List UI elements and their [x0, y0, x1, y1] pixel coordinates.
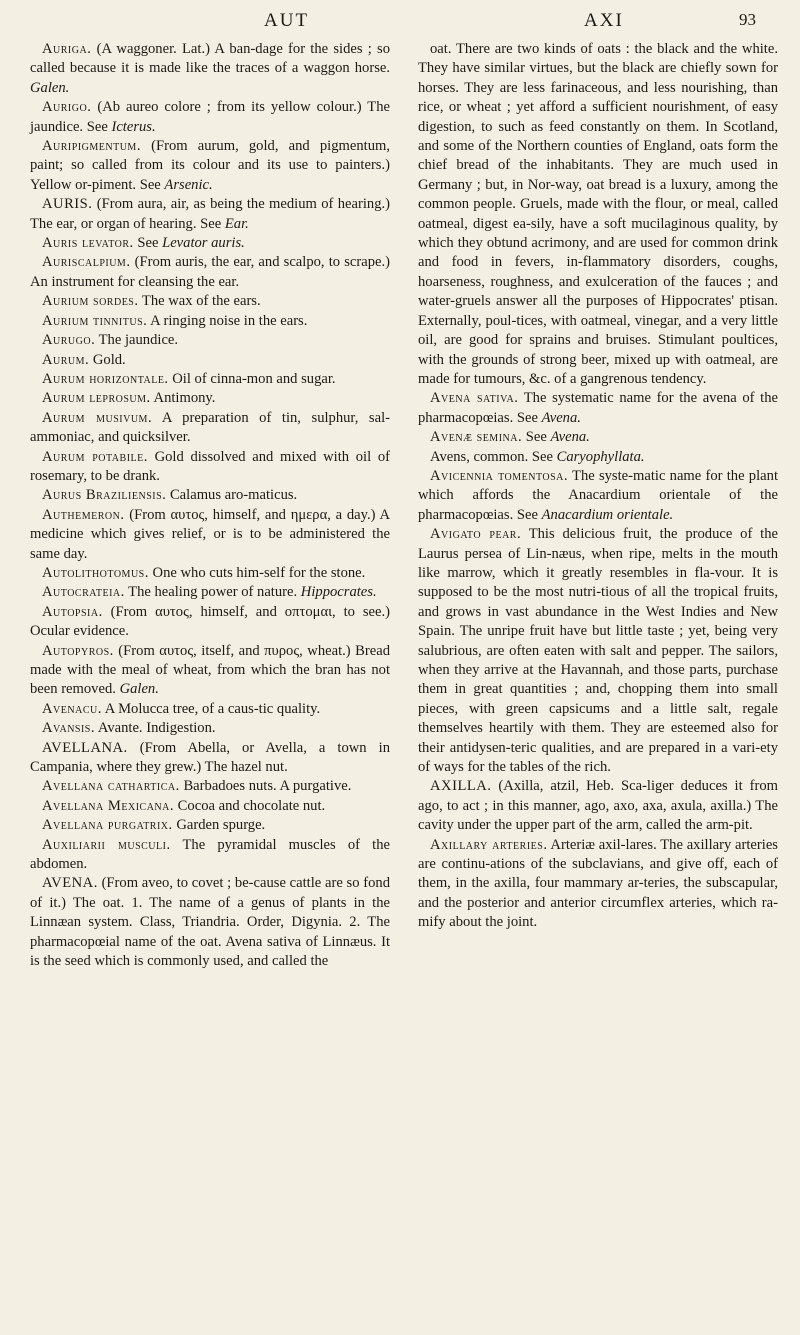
entry-headword: Aurum leprosum.	[42, 390, 151, 407]
entry-headword: AXILLA.	[430, 778, 492, 795]
entry-headword: Autopsia.	[42, 603, 103, 620]
entry-reference: Caryophyllata.	[556, 448, 645, 465]
entry-headword: Avellana Mexicana.	[42, 797, 175, 814]
entry-text: The healing power of nature.	[124, 584, 301, 601]
entry-text: (From αυτος, himself, and οπτομαι, to see.) Ocular evidence.	[30, 603, 390, 640]
entry-reference: Levator auris.	[162, 235, 245, 252]
entry-headword: Axillary arteries.	[430, 836, 548, 853]
entry-text: See	[133, 235, 163, 252]
entry-headword: Avellana cathartica.	[42, 778, 180, 795]
entry-text: Antimony.	[150, 390, 216, 407]
entry-text: (From aurum, gold, and pigmentum, paint; so called from its colour and its use to painters.) Yellow or-piment. See	[30, 138, 390, 193]
entry-text: (A waggoner. Lat.) A ban-dage for the sides ; so called because it is made like the traces of a waggon horse.	[30, 41, 390, 77]
entry-headword: AVENA.	[42, 875, 98, 892]
entry-text: A ringing noise in the ears.	[147, 312, 308, 329]
dictionary-entry	[30, 292, 390, 311]
entry-text: (Axilla, atzil, Heb. Sca-liger deduces it from ago, to act ; in this manner, ago, axo, axa, axula, axilla.) The cavity under the upper part of the arm, called the arm-pit.	[418, 778, 778, 834]
entry-headword: Aurum potabile.	[42, 448, 148, 465]
entry-text: (From αυτος, himself, and ημερα, a day.) A medicine which gives relief, or is to be administered the same day.	[30, 506, 390, 562]
entry-text: Avante. Indigestion.	[95, 720, 216, 737]
left-column	[30, 40, 390, 972]
dictionary-entry	[30, 486, 390, 505]
entry-text: This delicious fruit, the produce of the Laurus persea of Lin-næus, when ripe, melts in the mouth like marrow, which it greatly resembles in fla-vour. It is supposed to be the most nutri-tious of all the tropical fruits, and grows in vast abundance in the West Indies and New Spain. The unripe fruit have but little taste ; yet, being very salubrious, are often eaten with salt and pepper. The sailors, when they arrive at the Havannah, and those parts, purchase them in great quantities ; and, chopping them into small pieces, with green capsicums and a little salt, regale themselves heartily with them. They are esteemed also for their antidysen-teric qualities, and are prepared in a vari-ety of ways for the tables of the rich.	[418, 526, 779, 776]
entry-text: See	[522, 429, 551, 446]
entry-headword: AVELLANA.	[42, 739, 128, 756]
entry-headword: Autopyros.	[42, 642, 114, 659]
dictionary-entry	[30, 583, 390, 602]
entry-headword: Auris levator.	[42, 235, 134, 252]
entry-headword: Autolithotomus.	[42, 564, 149, 581]
dictionary-entry	[30, 98, 390, 137]
entry-headword: Autocrateia.	[42, 584, 125, 601]
dictionary-entry	[418, 40, 778, 389]
entry-headword: Avellana purgatrix.	[42, 817, 173, 834]
entry-text: Cocoa and chocolate nut.	[174, 797, 326, 814]
dictionary-entry	[30, 312, 390, 331]
entry-headword: Aurigo.	[42, 99, 92, 116]
page-number: 93	[739, 10, 756, 29]
entry-text: Garden spurge.	[172, 817, 266, 834]
entry-text: (From αυτος, itself, and πυρος, wheat.) Bread made with the meal of wheat, from which the bran has not been removed.	[30, 642, 390, 698]
dictionary-entry	[30, 195, 390, 234]
entry-headword: Aurium sordes.	[42, 293, 139, 310]
entry-text: (From aura, air, as being the medium of hearing.) The ear, or organ of hearing. See	[30, 196, 390, 232]
dictionary-entry	[418, 467, 778, 525]
entry-headword: Avigato pear.	[430, 526, 522, 543]
dictionary-entry	[30, 777, 390, 796]
entry-headword: Authemeron.	[42, 506, 125, 523]
entry-headword: Auriscalpium.	[42, 254, 131, 271]
entry-headword: Aurum horizontale.	[42, 370, 169, 387]
entry-text: Barbadoes nuts. A purgative.	[179, 778, 352, 795]
dictionary-entry	[30, 234, 390, 253]
entry-text: Oil of cinna-mon and sugar.	[168, 370, 336, 387]
dictionary-entry	[30, 836, 390, 875]
dictionary-entry	[30, 874, 390, 971]
entry-headword: Aurugo.	[42, 332, 96, 349]
entry-text: Calamus aro-maticus.	[166, 487, 298, 504]
entry-text: The syste-matic name for the plant which affords the Anacardium orientale of the pharmacopœias. See	[418, 467, 778, 523]
entry-headword: Aurum musivum.	[42, 409, 153, 426]
dictionary-entry	[30, 739, 390, 778]
entry-headword: Aurum.	[42, 351, 90, 368]
entry-headword: Avenæ semina.	[430, 429, 523, 446]
entry-text: The pyramidal muscles of the abdomen.	[30, 836, 390, 873]
entry-reference: Icterus.	[111, 118, 156, 135]
entry-reference: Ear.	[224, 215, 249, 232]
dictionary-entry	[30, 331, 390, 350]
entry-headword: Auripigmentum.	[42, 138, 141, 155]
entry-headword: Aurus Braziliensis.	[42, 487, 167, 504]
dictionary-entry	[30, 40, 390, 98]
entry-headword: Avicennia tomentosa.	[430, 467, 569, 484]
dictionary-entry	[418, 428, 778, 447]
text-columns	[24, 40, 782, 972]
entry-headword: Avansis.	[42, 720, 96, 737]
dictionary-entry	[418, 836, 778, 933]
dictionary-entry	[30, 448, 390, 487]
dictionary-entry	[30, 603, 390, 642]
entry-reference: Hippocrates.	[300, 584, 377, 601]
entry-text: Gold.	[89, 351, 126, 368]
dictionary-entry	[30, 816, 390, 835]
entry-text: A Molucca tree, of a caus-tic quality.	[101, 700, 321, 717]
dictionary-entry	[418, 777, 778, 835]
entry-headword: Avenacu.	[42, 700, 102, 717]
running-head	[24, 0, 782, 40]
entry-reference: Galen.	[119, 681, 159, 698]
dictionary-entry	[30, 564, 390, 583]
dictionary-entry	[30, 506, 390, 564]
entry-text: The systematic name for the avena of the pharmacopœias. See	[418, 390, 778, 426]
entry-reference: Anacardium orientale.	[541, 506, 674, 523]
dictionary-entry	[30, 137, 390, 195]
entry-text: Avens, common. See	[430, 448, 557, 465]
entry-text: (From Abella, or Avella, a town in Campania, where they grew.) The hazel nut.	[30, 739, 390, 776]
entry-text: Gold dissolved and mixed with oil of rosemary, to be drank.	[30, 448, 390, 484]
dictionary-entry	[418, 448, 778, 467]
dictionary-entry	[30, 642, 390, 700]
entry-headword: AURIS.	[42, 196, 93, 213]
dictionary-entry	[30, 389, 390, 408]
entry-headword: Auxiliarii musculi.	[42, 836, 171, 853]
entry-headword: Aurium tinnitus.	[42, 312, 148, 329]
entry-headword: Avena sativa.	[430, 390, 519, 407]
entry-text: (From aveo, to covet ; be-cause cattle are so fond of it.) The oat. 1. The name of a genus of plants in the Linnæan system. Class, Triandria. Order, Digynia. 2. The pharmacopœial name of the oat. Avena sativa of Linnæus. It is the seed which is commonly used, and called the	[30, 875, 390, 970]
dictionary-entry	[30, 700, 390, 719]
entry-text: A preparation of tin, sulphur, sal-ammoniac, and quicksilver.	[30, 409, 390, 446]
entry-text: (Ab aureo colore ; from its yellow colour.) The jaundice. See	[30, 99, 390, 135]
dictionary-entry	[30, 351, 390, 370]
dictionary-entry	[30, 797, 390, 816]
running-head-left: AUT	[264, 10, 310, 31]
entry-reference: Avena.	[541, 409, 581, 426]
running-head-right: AXI	[584, 10, 624, 31]
entry-text: One who cuts him-self for the stone.	[148, 564, 366, 581]
entry-text: (From auris, the ear, and scalpo, to scrape.) An instrument for cleansing the ear.	[30, 254, 390, 290]
dictionary-entry	[418, 525, 778, 777]
entry-text: The wax of the ears.	[138, 293, 261, 310]
entry-text: Arteriæ axil-lares. The axillary arteries are continu-ations of the subclavians, and give off, each of them, in the axilla, four mammary ar-teries, the subscapular, and the posterior and anterior circumflex arteries, which ra-mify about the joint.	[418, 836, 778, 931]
right-column	[418, 40, 778, 972]
entry-reference: Arsenic.	[164, 176, 213, 193]
dictionary-entry	[30, 719, 390, 738]
entry-text: oat. There are two kinds of oats : the black and the white. They have similar virtues, but the black are chiefly sown for horses. They are less farinaceous, and less nourishing, than rice, or wheat ; yet afford a sufficient nourishment, of easy digestion, to such as feed constantly on them. In Scotland, and some of the Northern counties of England, oats form the chief bread of the inhabitants. They are much used in Germany ; but, in Nor-way, oat bread is a luxury, among the common people. Gruels, made with the flour, or meal, called oatmeal, digest ea-sily, have a soft mucilaginous quality, by which they obtund acrimony, and are used for common drink and food in fevers, in-flammatory disorders, coughs, hoarseness, roughness, and exulceration of the fauces ; and water-gruels answer all the purposes of Hippocrates' ptisan. Externally, poul-tices, with oatmeal, vinegar, and a very little oil, are good for sprains and bruises. Stimulant poultices, with the grounds of strong beer, mixed up with oatmeal, are made for tumours, &c. of a gangrenous tendency.	[418, 41, 778, 387]
entry-reference: Galen.	[30, 79, 70, 96]
entry-headword: Auriga.	[42, 41, 92, 57]
entry-reference: Avena.	[550, 429, 590, 446]
dictionary-entry	[30, 370, 390, 389]
dictionary-entry	[30, 253, 390, 292]
dictionary-entry	[30, 409, 390, 448]
entry-text: The jaundice.	[95, 332, 179, 349]
dictionary-entry	[418, 389, 778, 428]
